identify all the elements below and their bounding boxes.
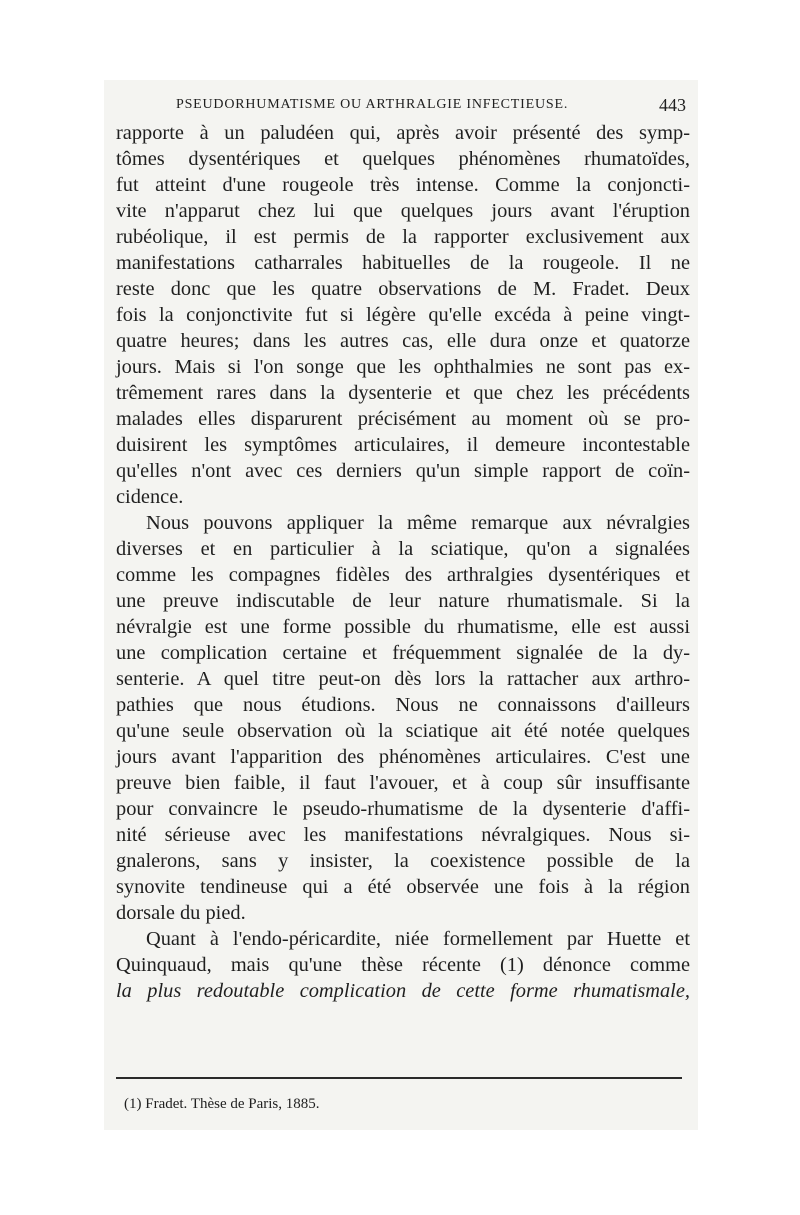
text-line: diverses et en particulier à la sciatique, qu'on a signalées	[116, 538, 690, 560]
text-line: trêmement rares dans la dysenterie et que chez les précédents	[116, 382, 690, 404]
text-line: gnalerons, sans y insister, la coexistence possible de la	[116, 850, 690, 872]
text-line: reste donc que les quatre observations de M. Fradet. Deux	[116, 278, 690, 300]
text-line: tômes dysentériques et quelques phénomènes rhumatoïdes,	[116, 148, 690, 170]
text-line: jours avant l'apparition des phénomènes articulaires. C'est une	[116, 746, 690, 768]
book-page	[104, 80, 698, 1130]
text-line: rubéolique, il est permis de la rapporter exclusivement aux	[116, 226, 690, 248]
text-line: senterie. A quel titre peut-on dès lors la rattacher aux arthro-	[116, 668, 690, 690]
text-line: qu'elles n'ont avec ces derniers qu'un simple rapport de coïn-	[116, 460, 690, 482]
running-title: PSEUDORHUMATISME OU ARTHRALGIE INFECTIEUSE.	[176, 97, 569, 112]
italic-text-line: la plus redoutable complication de cette forme rhumatismale,	[116, 980, 690, 1002]
text-line: dorsale du pied.	[116, 902, 246, 924]
text-line: pour convaincre le pseudo-rhumatisme de la dysenterie d'affi-	[116, 798, 690, 820]
text-line: preuve bien faible, il faut l'avouer, et à coup sûr insuffisante	[116, 772, 690, 794]
text-line: pathies que nous étudions. Nous ne connaissons d'ailleurs	[116, 694, 690, 716]
text-line: comme les compagnes fidèles des arthralgies dysentériques et	[116, 564, 690, 586]
text-line: fois la conjonctivite fut si légère qu'elle excéda à peine vingt-	[116, 304, 690, 326]
running-head	[176, 97, 686, 119]
text-line: Nous pouvons appliquer la même remarque aux névralgies	[146, 512, 690, 534]
text-line: manifestations catharrales habituelles de la rougeole. Il ne	[116, 252, 690, 274]
text-line: malades elles disparurent précisément au moment où se pro-	[116, 408, 690, 430]
text-line: Quinquaud, mais qu'une thèse récente (1) dénonce comme	[116, 954, 690, 976]
text-line: une preuve indiscutable de leur nature rhumatismale. Si la	[116, 590, 690, 612]
page-number: 443	[659, 95, 686, 115]
text-line: névralgie est une forme possible du rhumatisme, elle est aussi	[116, 616, 690, 638]
text-line: jours. Mais si l'on songe que les ophthalmies ne sont pas ex-	[116, 356, 690, 378]
text-line: fut atteint d'une rougeole très intense. Comme la conjoncti-	[116, 174, 690, 196]
text-line: cidence.	[116, 486, 184, 508]
text-line: rapporte à un paludéen qui, après avoir présenté des symp-	[116, 122, 690, 144]
footnote: (1) Fradet. Thèse de Paris, 1885.	[124, 1096, 320, 1112]
text-line: une complication certaine et fréquemment signalée de la dy-	[116, 642, 690, 664]
text-line: vite n'apparut chez lui que quelques jours avant l'éruption	[116, 200, 690, 222]
footnote-rule	[116, 1077, 682, 1079]
text-line: nité sérieuse avec les manifestations névralgiques. Nous si-	[116, 824, 690, 846]
text-line: synovite tendineuse qui a été observée une fois à la région	[116, 876, 690, 898]
text-line: duisirent les symptômes articulaires, il demeure incontestable	[116, 434, 690, 456]
text-line: qu'une seule observation où la sciatique ait été notée quelques	[116, 720, 690, 742]
text-line: Quant à l'endo-péricardite, niée formellement par Huette et	[146, 928, 690, 950]
text-line: quatre heures; dans les autres cas, elle dura onze et quatorze	[116, 330, 690, 352]
body-text	[116, 120, 690, 1004]
